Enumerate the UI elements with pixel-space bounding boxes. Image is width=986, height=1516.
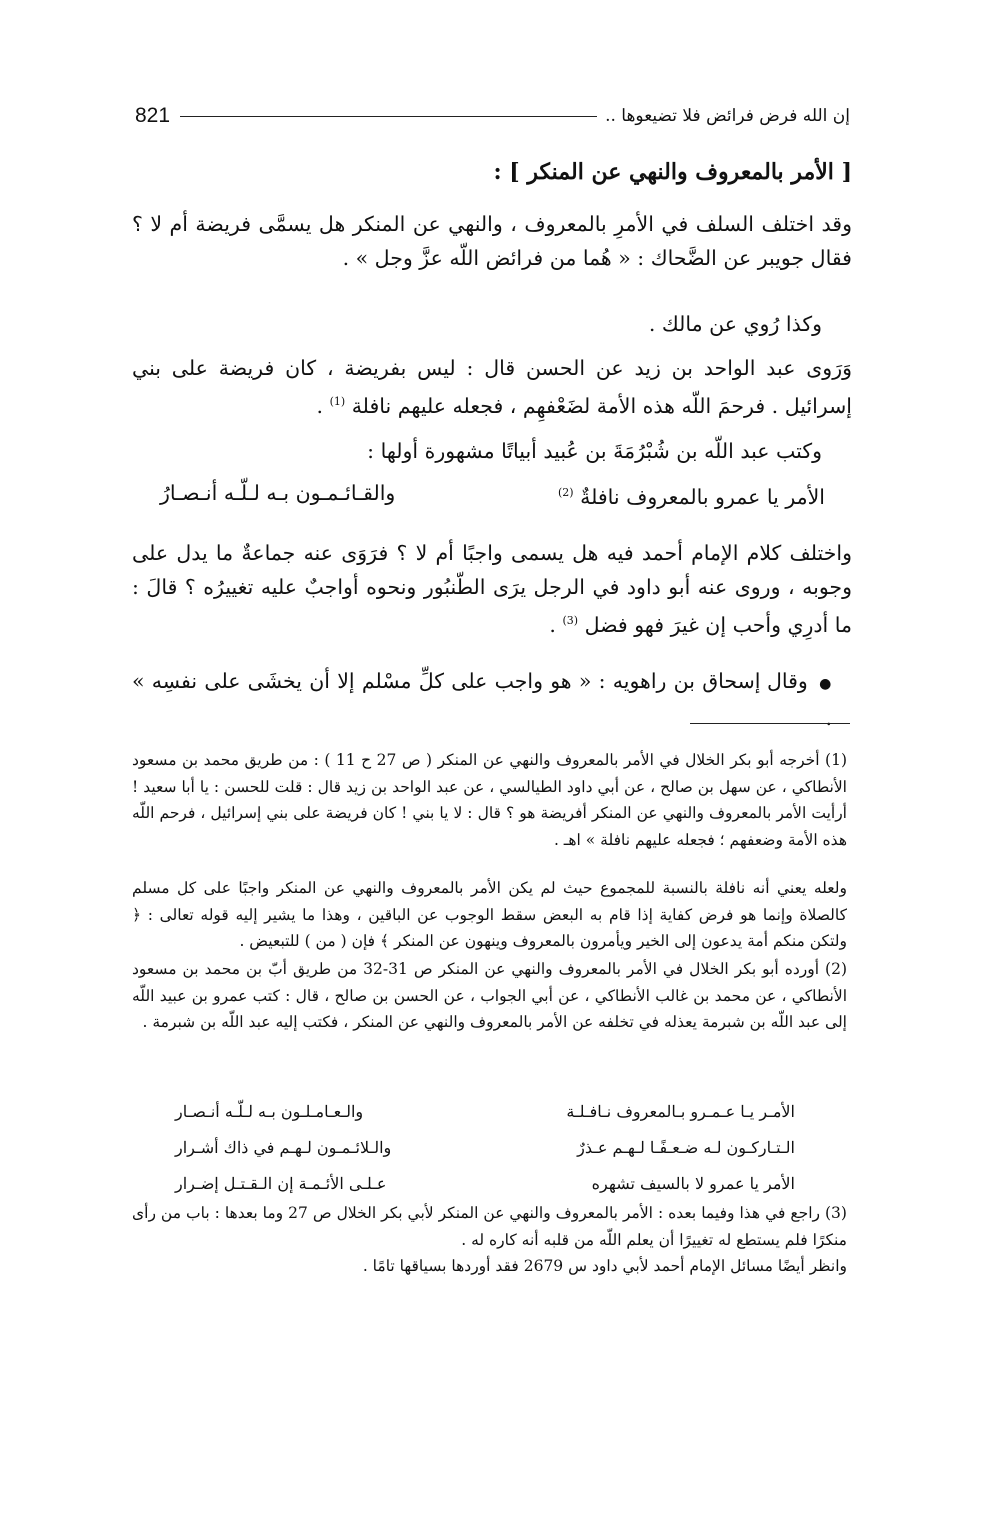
header-rule bbox=[180, 116, 597, 117]
verse-right: الأمـر يـا عـمـرو بـالمعروف نـافـلـة bbox=[566, 1101, 795, 1121]
paragraph-malik: وكذا رُوي عن مالك . bbox=[648, 312, 822, 336]
footnote-1-continued: ولعله يعني أنه نافلة بالنسبة للمجموع حيث لم يكن الأمر بالمعروف والنهي عن المنكر واجبًا على كل مسلم كالصلاة وإنما هو فرض كفاية إذا قام به البعض سقط الوجوب عن الباقين ، وهذا ما يشير إليه قوله تعالى : ﴿ ولتكن منكم أمة يدعون إلى الخير ويأمرون بالمعروف وينهون عن المنكر ﴾ فإن ( من ) للتبعيض . bbox=[132, 879, 847, 950]
paragraph-shubruma: وكتب عبد اللّه بن شُبْرُمَةَ بن عُبيد أبياتًا مشهورة أولها : bbox=[367, 439, 822, 463]
verse-row bbox=[175, 1165, 795, 1201]
paragraph-hasan bbox=[132, 351, 852, 423]
footnote-1: (1) أخرجه أبو بكر الخلال في الأمر بالمعروف والنهي عن المنكر ( ص 27 ح 11 ) : من طريق محمد بن مسعود الأنطاكي ، عن سهل بن صالح ، عن أبي داود الطيالسي ، عن عبد الواحد بن زيد قال : قلت للحسن : يا أبا سعيد ! أرأيت الأمر بالمعروف والنهي عن المنكر أفريضة هو ؟ قال : لا يا بني ! كان فريضة على بني إسرائيل ، فرحم اللّه هذه الأمة وضعفهم ؛ فجعله عليهم نافلة » اهـ . bbox=[132, 751, 848, 849]
footnote-2: (2) أورده أبو بكر الخلال في الأمر بالمعروف والنهي عن المنكر ص 31-32 من طريق أبّ بن محمد بن مسعود الأنطاكي ، عن محمد بن غالب الأنطاكي ، عن أبي الجواب ، عن الحسن بن صالح ، قال : كتب عمرو بن عبيد اللّه إلى عبد اللّه بن شبرمة يعذله في تخلفه عن الأمر بالمعروف والنهي عن المنكر ، فكتب إليه عبد اللّه بن شبرمة . bbox=[132, 960, 847, 1031]
verse-left: والـعـامـلـون بـه لـلّـه أنـصـار bbox=[175, 1101, 364, 1121]
footnote-ref-3: (3) bbox=[562, 614, 579, 627]
footnote-3-text: (3) راجع في هذا وفيما بعده : الأمر بالمعروف والنهي عن المنكر لأبي بكر الخلال ص 27 وما بعدها : باب من رأى منكرًا فلم يستطع له تغييرًا أن يعلم اللّه من قلبه أنه كاره له . bbox=[132, 1204, 847, 1249]
verse-left: عـلـى الأئـمـة إن الـقـتـل إضـرار bbox=[175, 1173, 387, 1193]
footnote-separator bbox=[690, 723, 850, 724]
page-header bbox=[135, 96, 850, 136]
verse-left: والـلائـمـون لـهـم في ذاك أشـرار bbox=[175, 1137, 392, 1157]
verse-main bbox=[160, 476, 825, 514]
paragraph-ahmad bbox=[132, 536, 852, 642]
paragraph-ahmad-end: . bbox=[549, 612, 556, 637]
paragraph-ishaq-text: وقال إسحاق بن راهويه : « هو واجب على كلِّ مسْلم إلا أن يخشَى على نفسِه » . bbox=[132, 669, 832, 730]
footnote-ref-1: (1) bbox=[329, 395, 346, 408]
verse-right: الأمر يا عمرو لا بالسيف تشهره bbox=[591, 1173, 795, 1193]
verse-first-text: الأمر يا عمرو بالمعروف نافلةٌ bbox=[580, 484, 825, 509]
paragraph-hasan-text: وَرَوى عبد الواحد بن زيد عن الحسن قال : ليس بفريضة ، كان فريضة على بني إسرائيل . فرحمَ اللّه هذه الأمة لضَعْفهِم ، فجعله عليهم نافلة bbox=[132, 356, 852, 418]
verse-second-hemistich: والقـائـمـون بـه لـلّـه أنـصـارُ bbox=[160, 481, 396, 505]
verse-right: الـتـاركـون لـه ضـعـفًـا لـهـم عـذرٌ bbox=[577, 1137, 795, 1157]
paragraph-hasan-end: . bbox=[316, 393, 324, 418]
section-title: [ الأمر بالمعروف والنهي عن المنكر ] : bbox=[493, 159, 852, 185]
footnote-verses bbox=[175, 1093, 795, 1201]
paragraph-ahmad-text: واختلف كلام الإمام أحمد فيه هل يسمى واجبًا أم لا ؟ فرَوَى عنه جماعةٌ ما يدل على وجوبه ، وروى عنه أبو داود في الرجل يرَى الطّنبُور ونحوه أواجبٌ عليه تغييرُه ؟ قالَ : ما أدرِي وأحب إن غيرَ فهو فضل bbox=[132, 541, 852, 637]
page-number: 821 bbox=[135, 104, 171, 127]
running-title: إن الله فرض فرائض فلا تضيعوها .. bbox=[605, 106, 850, 126]
footnote-3 bbox=[132, 1200, 847, 1280]
bullet-icon: ● bbox=[819, 676, 832, 692]
footnote-ref-2: (2) bbox=[557, 486, 574, 499]
verse-first-hemistich bbox=[558, 476, 825, 514]
verse-row bbox=[175, 1129, 795, 1165]
footnote-3-continued: وانظر أيضًا مسائل الإمام أحمد لأبي داود س 2679 فقد أوردها بسياقها تامًا . bbox=[362, 1257, 847, 1275]
paragraph-ishaq bbox=[132, 664, 852, 735]
verse-row bbox=[175, 1093, 795, 1129]
paragraph-ikhtilaf: وقد اختلف السلف في الأمرِ بالمعروف ، والنهي عن المنكر هل يسمَّى فريضة أم لا ؟ فقال جويبر عن الضَّحاك : « هُما من فرائض اللّه عزَّ وجل » . bbox=[132, 212, 852, 270]
